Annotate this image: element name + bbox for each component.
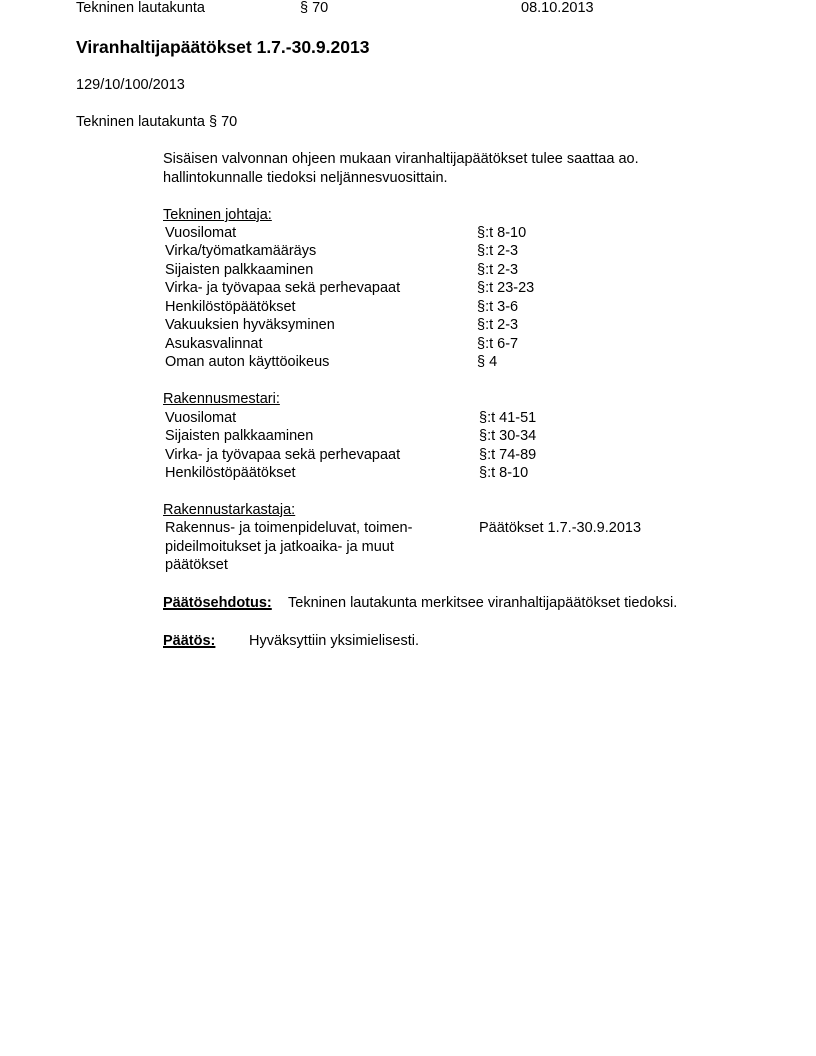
header-section: § 70 xyxy=(300,0,329,16)
list-item xyxy=(165,353,685,371)
proposal-label: Päätösehdotus: xyxy=(163,595,272,611)
item-ref: §:t 2-3 xyxy=(477,317,519,333)
item-ref: Päätökset 1.7.-30.9.2013 xyxy=(479,520,642,536)
item-label: Virka- ja työvapaa sekä perhevapaat xyxy=(165,447,401,463)
list-item xyxy=(165,242,685,260)
group-heading: Tekninen johtaja: xyxy=(163,207,272,223)
list-item xyxy=(165,279,685,297)
item-label: Rakennus- ja toimenpideluvat, toimen- xyxy=(165,520,413,536)
item-ref: §:t 3-6 xyxy=(477,299,519,315)
decision-label: Päätös: xyxy=(163,633,216,649)
item-ref: §:t 74-89 xyxy=(479,447,537,463)
item-label: Virka- ja työvapaa sekä perhevapaat xyxy=(165,280,401,296)
header-committee: Tekninen lautakunta xyxy=(76,0,205,16)
item-ref: §:t 2-3 xyxy=(477,262,519,278)
page-title: Viranhaltijapäätökset 1.7.-30.9.2013 xyxy=(76,37,370,57)
item-label: Vuosilomat xyxy=(165,225,237,241)
intro-line: Sisäisen valvonnan ohjeen mukaan viranhaltijapäätökset tulee saattaa ao. xyxy=(163,151,639,167)
subheading: Tekninen lautakunta § 70 xyxy=(76,114,238,130)
decision-text: Hyväksyttiin yksimielisesti. xyxy=(249,633,419,649)
item-label: Oman auton käyttöoikeus xyxy=(165,354,330,370)
item-label: päätökset xyxy=(165,557,228,573)
item-label: Vuosilomat xyxy=(165,410,237,426)
item-label: pideilmoitukset ja jatkoaika- ja muut xyxy=(165,539,394,555)
item-ref: §:t 41-51 xyxy=(479,410,537,426)
list-item xyxy=(165,409,685,427)
proposal-text: Tekninen lautakunta merkitsee viranhaltijapäätökset tiedoksi. xyxy=(288,595,678,611)
list-item xyxy=(165,298,685,316)
list-item xyxy=(165,446,685,464)
intro-line: hallintokunnalle tiedoksi neljännesvuosittain. xyxy=(163,170,448,186)
list-item xyxy=(165,464,685,482)
item-label: Virka/työmatkamääräys xyxy=(165,243,317,259)
item-label: Asukasvalinnat xyxy=(165,336,263,352)
record-id: 129/10/100/2013 xyxy=(76,77,185,93)
item-label: Sijaisten palkkaaminen xyxy=(165,428,314,444)
item-label: Henkilöstöpäätökset xyxy=(165,465,296,481)
list-item xyxy=(165,261,685,279)
list-item xyxy=(165,316,685,334)
item-ref: §:t 8-10 xyxy=(479,465,529,481)
item-ref: §:t 8-10 xyxy=(477,225,527,241)
item-label: Henkilöstöpäätökset xyxy=(165,299,296,315)
group-heading: Rakennustarkastaja: xyxy=(163,502,296,518)
item-ref: §:t 30-34 xyxy=(479,428,537,444)
list-item xyxy=(165,427,685,445)
item-label: Sijaisten palkkaaminen xyxy=(165,262,314,278)
list-item xyxy=(165,335,685,353)
item-label: Vakuuksien hyväksyminen xyxy=(165,317,335,333)
list-item xyxy=(165,224,685,242)
item-ref: §:t 6-7 xyxy=(477,336,519,352)
item-ref: §:t 23-23 xyxy=(477,280,535,296)
list-item xyxy=(165,519,685,575)
header-date: 08.10.2013 xyxy=(521,0,594,16)
group-heading: Rakennusmestari: xyxy=(163,391,280,407)
item-ref: §:t 2-3 xyxy=(477,243,519,259)
item-ref: § 4 xyxy=(477,354,498,370)
